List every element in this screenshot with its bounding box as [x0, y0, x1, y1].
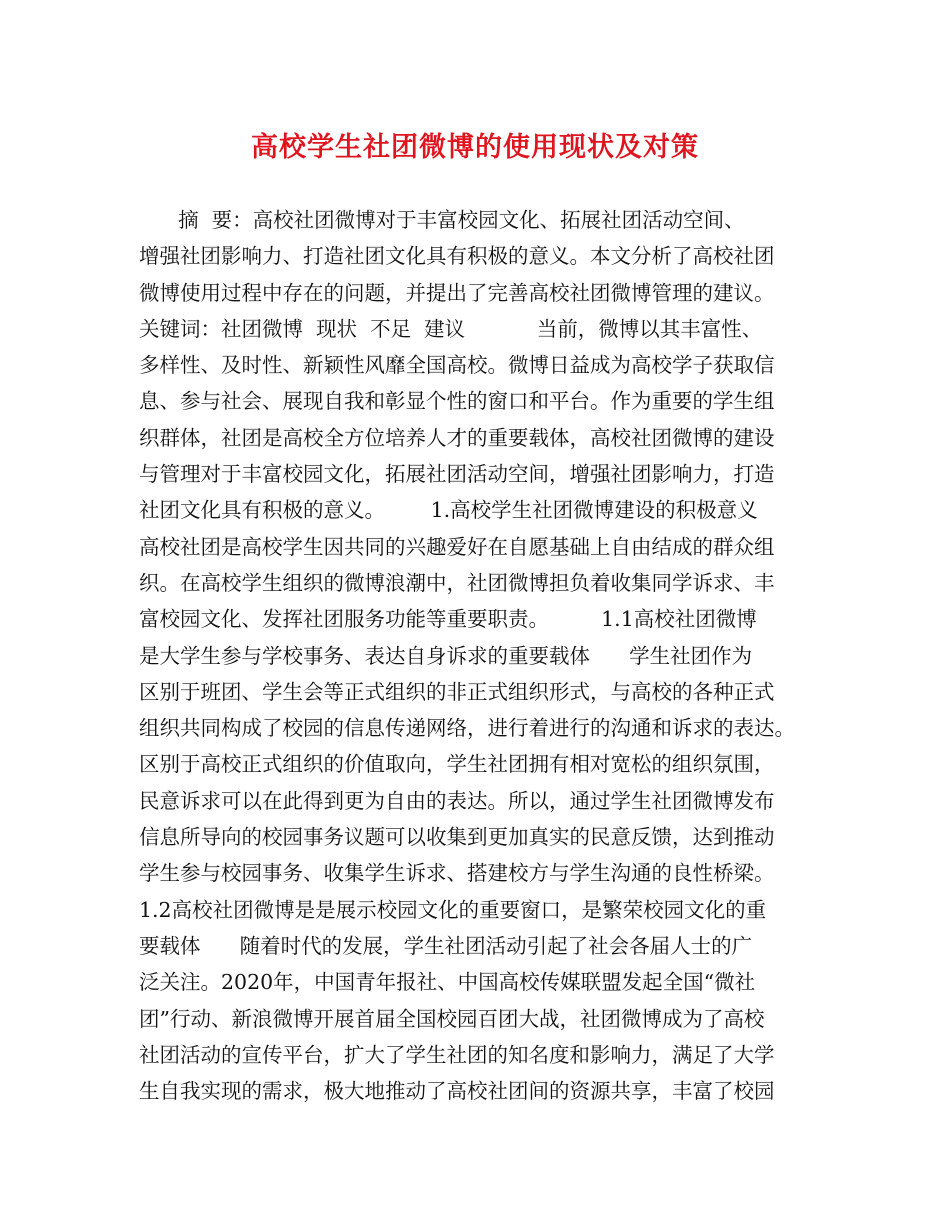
- body-line: 要载体 随着时代的发展，学生社团活动引起了社会各届人士的广: [139, 933, 753, 958]
- body-line: 是大学生参与学校事务、表达自身诉求的重要载体 学生社团作为: [139, 643, 753, 668]
- body-line: 增强社团影响力、打造社团文化具有积极的意义。本文分析了高校社团: [139, 244, 775, 269]
- body-line: 与管理对于丰富校园文化，拓展社团活动空间，增强社团影响力，打造: [139, 462, 775, 487]
- body-line: 摘 要：高校社团微博对于丰富校园文化、拓展社团活动空间、: [139, 208, 745, 232]
- body-line: 1.2高校社团微博是是展示校园文化的重要窗口，是繁荣校园文化的重: [139, 897, 767, 922]
- body-line: 民意诉求可以在此得到更为自由的表达。所以，通过学生社团微博发布: [139, 788, 775, 813]
- body-line: 社团文化具有积极的意义。 1.高校学生社团微博建设的积极意义: [139, 498, 758, 523]
- body-line: 区别于班团、学生会等正式组织的非正式组织形式，与高校的各种正式: [139, 679, 775, 704]
- body-line: 区别于高校正式组织的价值取向，学生社团拥有相对宽松的组织氛围，: [139, 752, 775, 777]
- body-line: 信息所导向的校园事务议题可以收集到更加真实的民意反馈，达到推动: [139, 825, 775, 850]
- body-line: 学生参与校园事务、收集学生诉求、搭建校方与学生沟通的良性桥梁。: [139, 861, 775, 886]
- body-line: 织群体，社团是高校全方位培养人才的重要载体，高校社团微博的建设: [139, 425, 775, 450]
- body-line: 息、参与社会、展现自我和彰显个性的窗口和平台。作为重要的学生组: [139, 389, 775, 414]
- body-line: 团”行动、新浪微博开展首届全国校园百团大战，社团微博成为了高校: [139, 1006, 765, 1031]
- body-line: 关键词：社团微博 现状 不足 建议 当前，微博以其丰富性、: [139, 316, 763, 341]
- body-line: 泛关注。2020年，中国青年报社、中国高校传媒联盟发起全国“微社: [139, 970, 756, 995]
- body-line: 社团活动的宣传平台，扩大了学生社团的知名度和影响力，满足了大学: [139, 1042, 775, 1067]
- body-line: 高校社团是高校学生因共同的兴趣爱好在自愿基础上自由结成的群众组: [139, 534, 775, 559]
- body-line: 组织共同构成了校园的信息传递网络，进行着进行的沟通和诉求的表达。: [139, 716, 795, 741]
- document-title: 高校学生社团微博的使用现状及对策: [251, 132, 699, 163]
- body-line: 多样性、及时性、新颖性风靡全国高校。微博日益成为高校学子获取信: [139, 353, 775, 378]
- body-line: 织。在高校学生组织的微博浪潮中，社团微博担负着收集同学诉求、丰: [139, 570, 775, 595]
- body-line: 生自我实现的需求，极大地推动了高校社团间的资源共享，丰富了校园: [139, 1079, 775, 1104]
- document-body: [139, 202, 829, 1109]
- body-line: 微博使用过程中存在的问题，并提出了完善高校社团微博管理的建议。: [139, 280, 775, 305]
- body-line: 富校园文化、发挥社团服务功能等重要职责。 1.1高校社团微博: [139, 607, 757, 632]
